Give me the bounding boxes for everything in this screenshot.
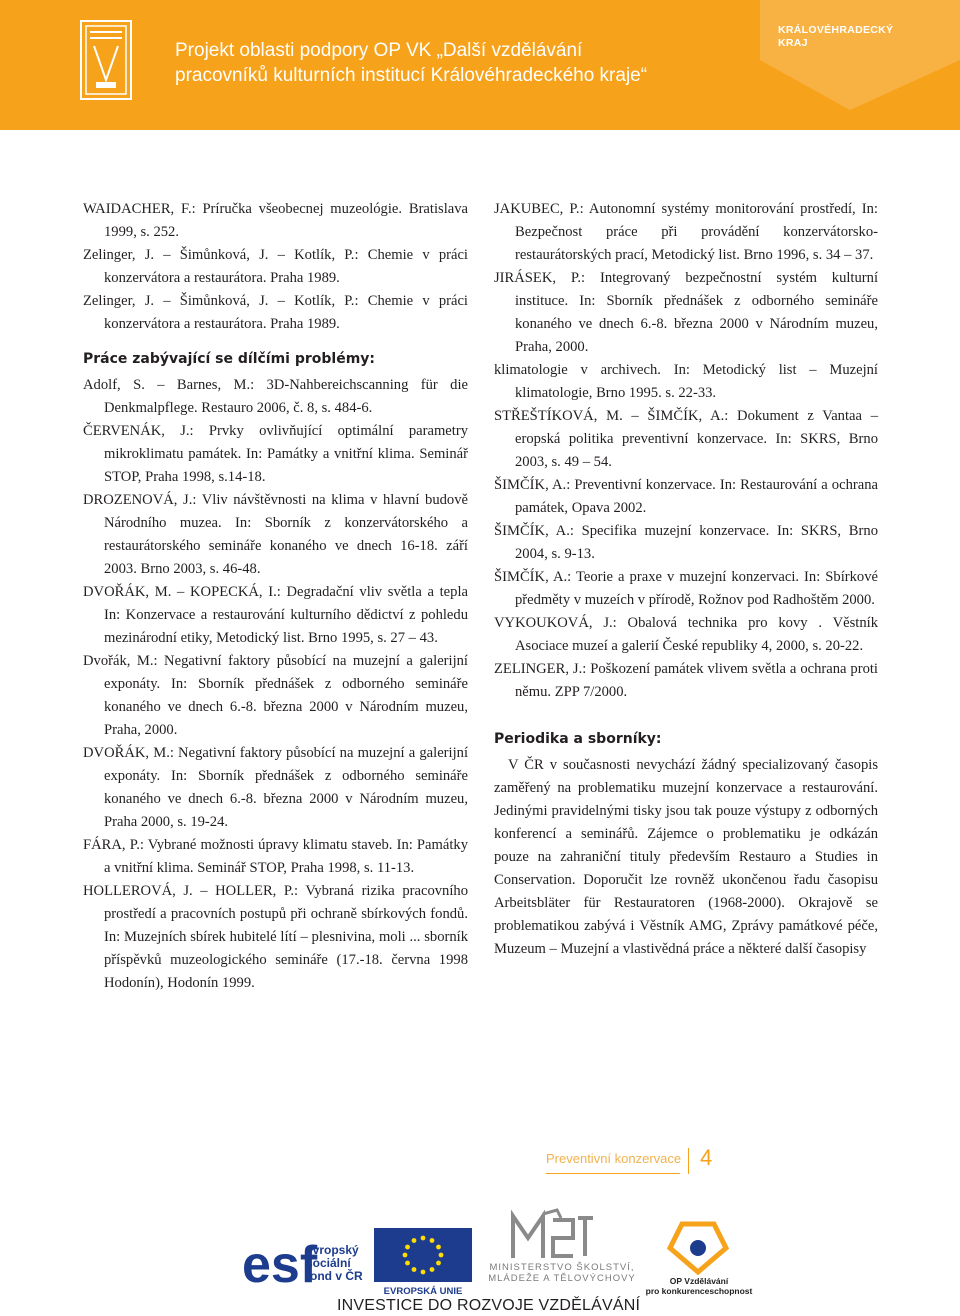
reference-entry: VYKOUKOVÁ, J.: Obalová technika pro kovy . Věstník Asociace muzeí a galerií České republiky 4, 2000, s. 20-22. (494, 615, 878, 654)
reference-entry: ŠIMČÍK, A.: Teorie a praxe v muzejní konzervaci. In: Sbírkové předměty v muzeích v přírodě, Rožnov pod Radhoštěm 2000. (494, 569, 878, 608)
reference-entry: STŘEŠTÍKOVÁ, M. – ŠIMČÍK, A.: Dokument z Vantaa – eropská politika preventivní konzervace. In: SKRS, Brno 2003, s. 49 – 54. (494, 408, 878, 470)
footer-section-title: Preventivní konzervace (546, 1151, 682, 1166)
reference-entry: ŠIMČÍK, A.: Preventivní konzervace. In: Restaurování a ochrana památek, Opava 2002. (494, 477, 878, 516)
project-logo-icon (80, 20, 132, 100)
reference-entry: HOLLEROVÁ, J. – HOLLER, P.: Vybraná rizika pracovního prostředí a pracovních postupů při ochraně sbírkových fondů. In: Muzejních sbírek hubitelé lítí – plesnivina, moli ... sborník příspěvků muzeologického semináře (17.-18. června 1998 Hodonín), Hodonín 1999. (83, 883, 468, 991)
reference-entry: WAIDACHER, F.: Príručka všeobecnej muzeológie. Bratislava 1999, s. 252. (83, 201, 468, 240)
investice-slogan: INVESTICE DO ROZVOJE VZDĚLÁVÁNÍ (337, 1297, 641, 1314)
footer-divider (546, 1173, 680, 1174)
opvk-label-line2: pro konkurenceschopnost (645, 1286, 753, 1296)
footer-divider-vertical (688, 1148, 689, 1174)
section-heading: Práce zabývající se dílčími problémy: (83, 351, 376, 367)
reference-entry: Adolf, S. – Barnes, M.: 3D-Nahbereichscanning für die Denkmalpflege. Restauro 2006, č. 8, s. 484-6. (83, 377, 468, 416)
reference-entry: ČERVENÁK, J.: Prvky ovlivňující optimální parametry mikroklimatu památek. In: Památky a vnitřní klima. Seminář STOP, Praha 1998, s.14-18. (83, 423, 468, 485)
header-banner (0, 0, 960, 130)
project-title-line2: pracovníků kulturních institucí Královéhradeckého kraje“ (175, 65, 648, 86)
svg-text:esf: esf (242, 1236, 318, 1290)
reference-entry: Zelinger, J. – Šimůnková, J. – Kotlík, P.: Chemie v práci konzervátora a restaurátora. Praha 1989. (83, 293, 468, 332)
kraj-logo-shape-icon (760, 0, 960, 130)
right-column (494, 198, 878, 961)
esf-label-line3: fond v ČR (306, 1269, 363, 1283)
opvk-label-line1: OP Vzdělávání (669, 1276, 729, 1286)
reference-entry: DVOŘÁK, M.: Negativní faktory působící na muzejní a galerijní exponáty. In: Sborník přednášek z odborného semináře konaného ve dnech 6.-8. března 2000 v Národním muzeu, Praha 2000, s. 19-24. (83, 745, 468, 830)
reference-entry: ZELINGER, J.: Poškození památek vlivem světla a ochrana proti němu. ZPP 7/2000. (494, 661, 878, 700)
esf-label-line2: sociální (306, 1256, 351, 1270)
reference-entry: JAKUBEC, P.: Autonomní systémy monitorování prostředí, In: Bezpečnost práce při provádění konzervátorsko-restaurátorských prací, Metodický list. Brno 1996, s. 34 – 37. (494, 201, 878, 263)
left-column (83, 198, 468, 995)
eu-label: EVROPSKÁ UNIE (383, 1286, 463, 1297)
reference-entry: Dvořák, M.: Negativní faktory působící na muzejní a galerijní exponáty. In: Sborník přednášek z odborného semináře konaného ve dnech 6.-8. března 2000 v Národním muzeu, Praha, 2000. (83, 653, 468, 738)
kraj-logo (778, 24, 893, 50)
reference-entry: FÁRA, P.: Vybrané možnosti úpravy klimatu staveb. In: Památky a vnitřní klima. Seminář STOP, Praha 1998, s. 11-13. (83, 837, 468, 876)
esf-label-line1: evropský (306, 1243, 359, 1257)
reference-entry: klimatologie v archivech. In: Metodický list – Muzejní klimatologie, Brno 1995. s. 22-33. (494, 362, 878, 401)
reference-entry: DVOŘÁK, M. – KOPECKÁ, I.: Degradační vliv světla a tepla In: Konzervace a restaurování kulturního dědictví z pohledu mezinárodní etiky, Metodický list. Brno 1995, s. 27 – 43. (83, 584, 468, 646)
reference-entry: Zelinger, J. – Šimůnková, J. – Kotlík, P.: Chemie v práci konzervátora a restaurátora. Praha 1989. (83, 247, 468, 286)
reference-entry: JIRÁSEK, P.: Integrovaný bezpečnostní systém kulturní instituce. In: Sborník přednášek z odborného semináře konaného ve dnech 6.-8. března 2000 v Národním muzeu, Praha, 2000. (494, 270, 878, 355)
project-title (175, 38, 735, 88)
section-heading: Periodika a sborníky: (494, 731, 662, 747)
esf-label (306, 1244, 363, 1283)
eu-flag-icon (374, 1228, 472, 1282)
msmt-label-line2: MLÁDEŽE A TĚLOVÝCHOVY (488, 1273, 636, 1284)
opvk-label (644, 1276, 754, 1296)
kraj-logo-line2: KRAJ (778, 37, 808, 49)
reference-entry: DROZENOVÁ, J.: Vliv návštěvnosti na klima v hlavní budově Národního muzea. In: Sborník z konzervátorského a restaurátorského semináře konaného ve dnech 16-18. září 2003. Brno 2003, s. 46-48. (83, 492, 468, 577)
periodika-paragraph: V ČR v současnosti nevychází žádný specializovaný časopis zaměřený na problematiku muzejní konzervace a restaurování. Jedinými pravidelnými tisky jsou tak pouze výstupy z odborných konferencí a seminářů. Zájemce o problematiku je odkázán pouze na zahraniční tituly především Restauro a Studies in Conservation. Doporučit lze rovněž ukončenou řadu časopisu Arbeitsbläter für Restauratoren (1968-2000). Okrajově se problematikou zabývá i Věstník AMG, Zprávy památkové péče, Muzeum – Muzejní a vlastivědná práce a některé další časopisy (494, 757, 878, 957)
msmt-label-line1: MINISTERSTVO ŠKOLSTVÍ, (489, 1262, 635, 1273)
msmt-label (488, 1262, 636, 1284)
reference-entry: ŠIMČÍK, A.: Specifika muzejní konzervace. In: SKRS, Brno 2004, s. 9-13. (494, 523, 878, 562)
project-title-line1: Projekt oblasti podpory OP VK „Další vzdělávání (175, 40, 583, 61)
page-number: 4 (700, 1145, 713, 1170)
kraj-logo-line1: KRÁLOVÉHRADECKÝ (778, 24, 894, 36)
